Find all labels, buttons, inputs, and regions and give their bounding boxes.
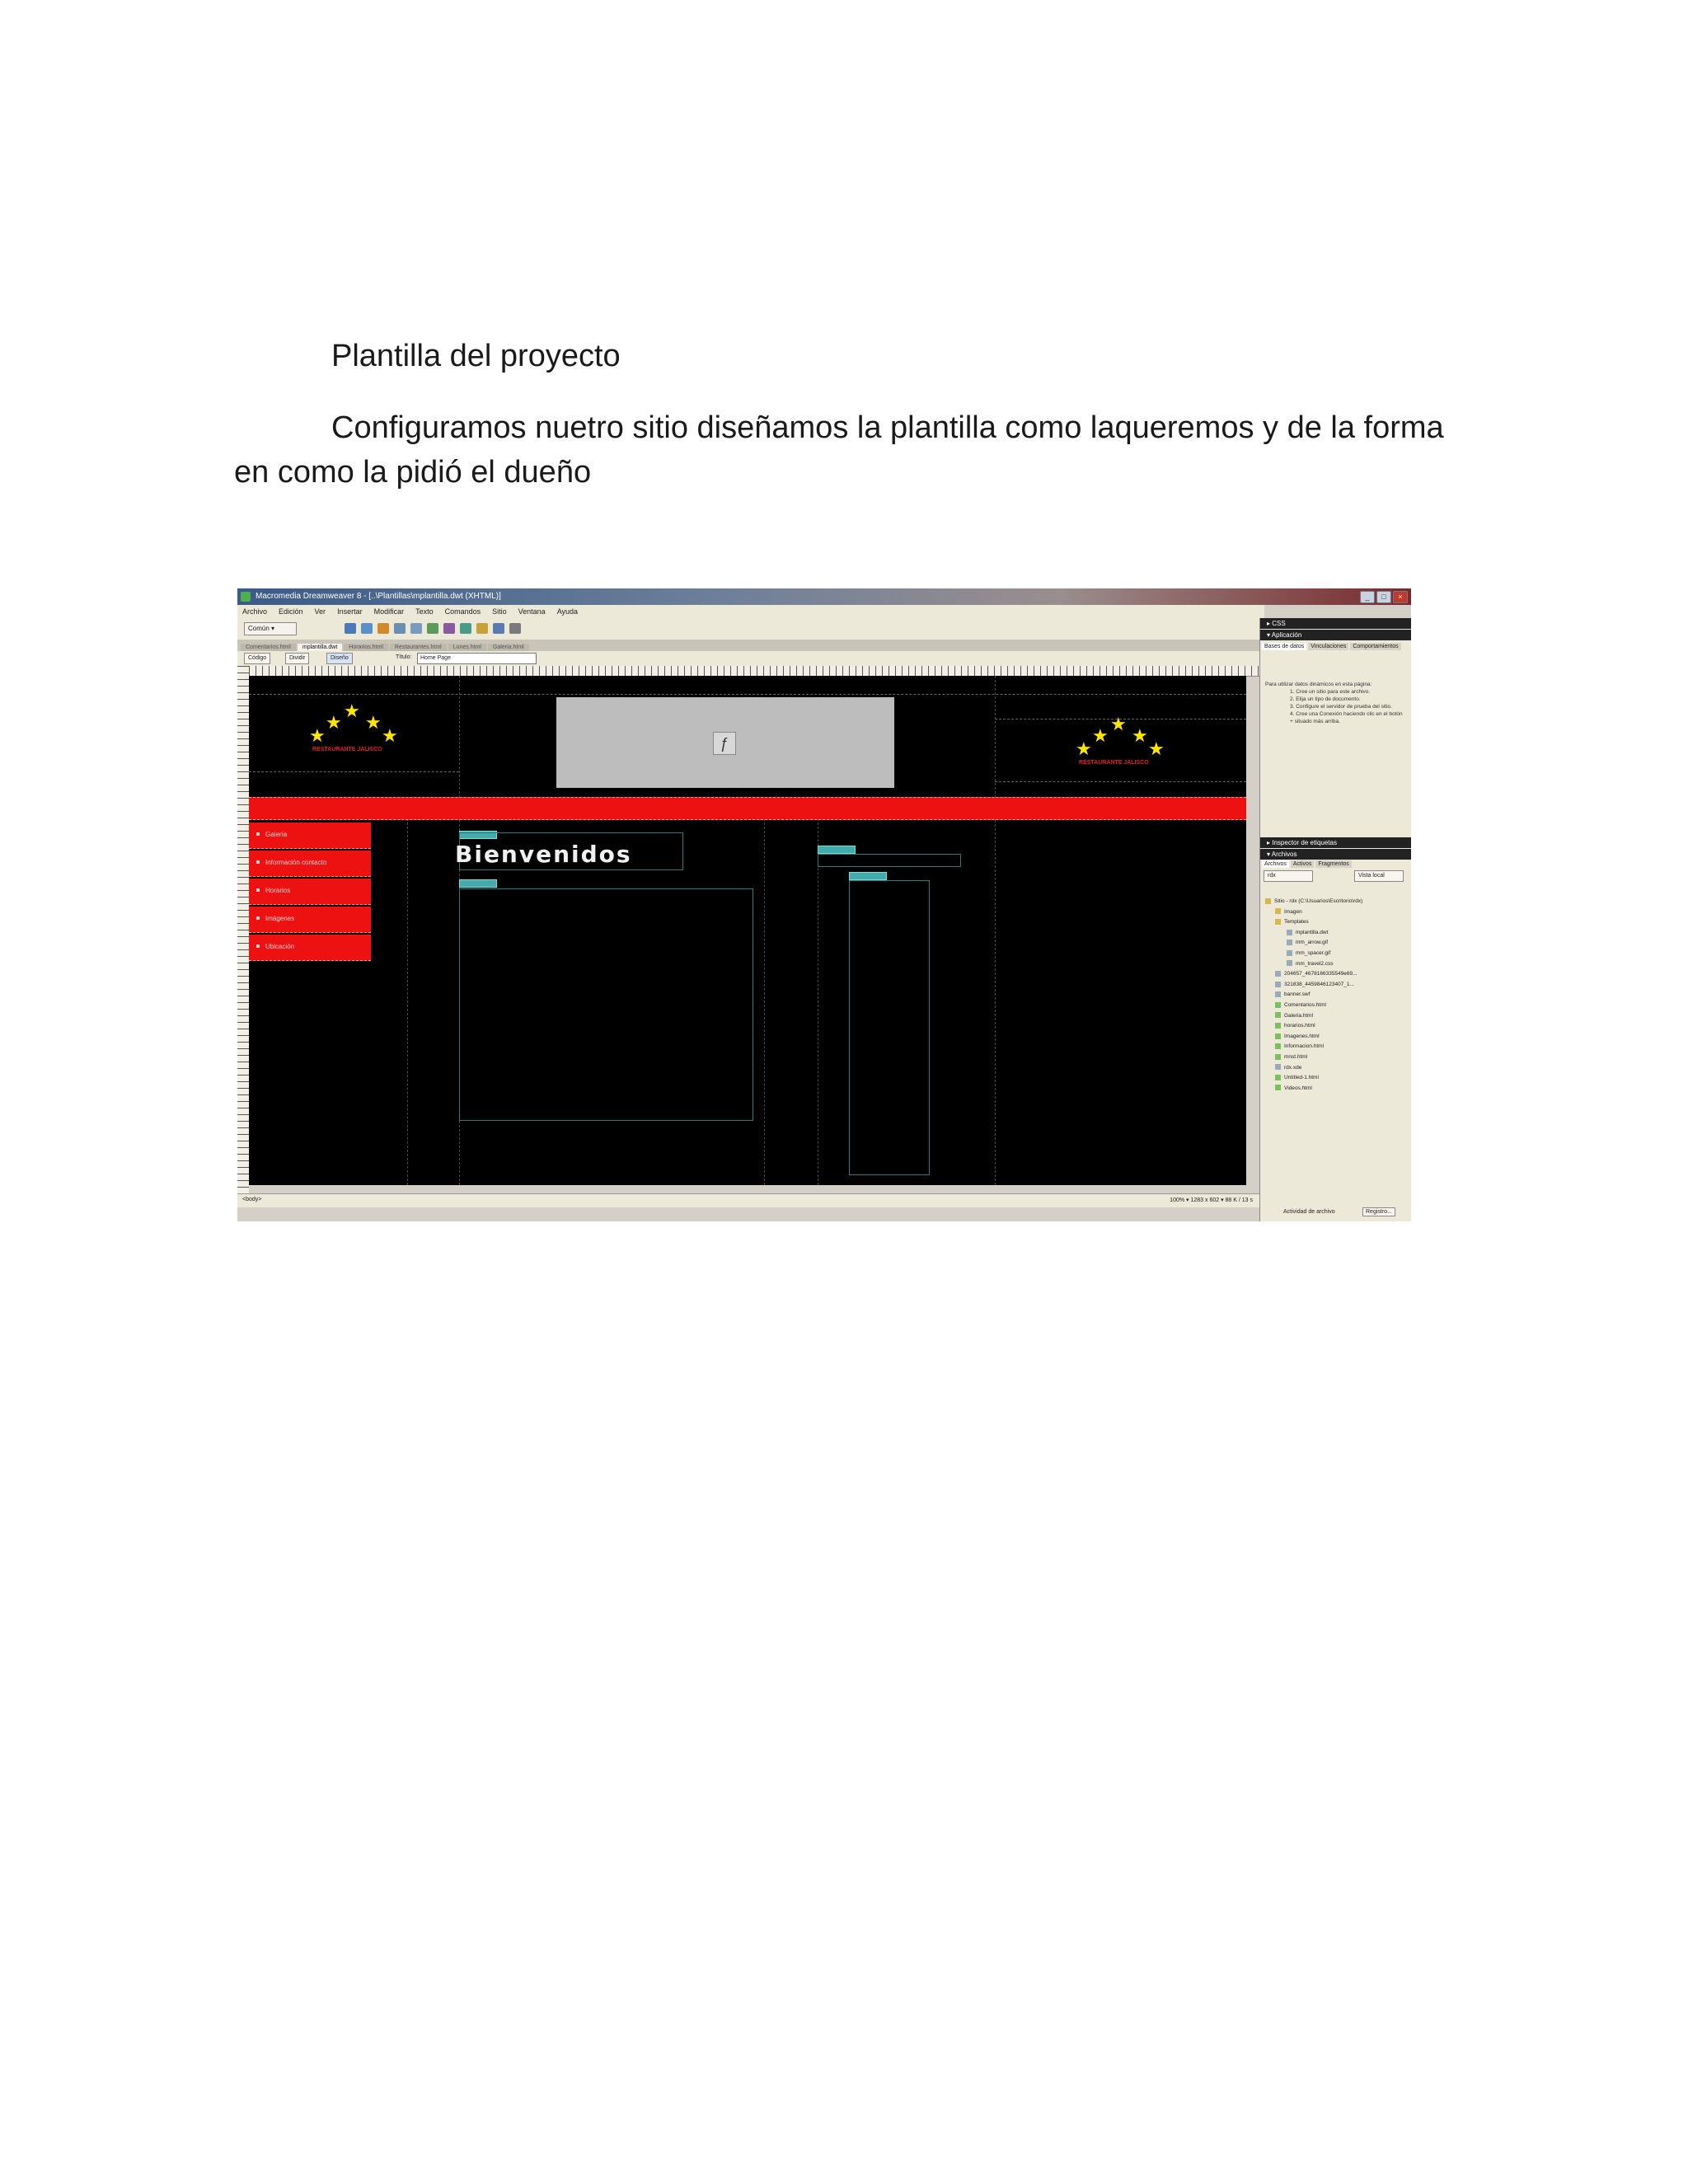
close-button[interactable]: × [1393,591,1408,603]
file-activity-label: Actividad de archivo [1283,1209,1335,1215]
document-paragraph: Configuramos nuetro sitio diseñamos la plantilla como laqueremos y de la forma en como la pidió el dueño [234,410,1444,490]
content-editable-region[interactable] [459,888,753,1121]
file-name: Videos.html [1284,1085,1312,1091]
file-tree-item[interactable] [1265,1001,1410,1011]
application-panel-header[interactable]: ▾ Aplicación [1260,630,1411,640]
file-name: mplantilla.dwt [1296,929,1329,935]
file-name: horarios.html [1284,1023,1315,1029]
minimize-button[interactable]: _ [1360,591,1375,603]
file-tree-item[interactable] [1265,938,1410,949]
email-link-icon[interactable] [361,623,373,634]
file-tree-item[interactable] [1265,980,1410,991]
window-size-readout: 100% ▾ 1283 x 602 ▾ 88 K / 13 s [1170,1197,1253,1203]
css-panel-title: CSS [1272,620,1286,627]
file-icon [1275,982,1281,987]
design-view-button[interactable]: Diseño [326,653,353,664]
html-file-icon [1275,1002,1281,1008]
tab-bases-de-datos[interactable]: Bases de datos [1262,643,1306,650]
file-icon [1287,950,1292,956]
menu-comandos[interactable]: Comandos [444,607,481,616]
file-name: Comentarios.html [1284,1001,1326,1008]
file-tree-item[interactable] [1265,1011,1410,1022]
window-titlebar [237,588,1411,605]
nav-item-ubicacion[interactable] [249,935,371,961]
logo-text-right: RESTAURANTE JALISCO [1079,760,1149,766]
logo-text-left: RESTAURANTE JALISCO [312,747,382,752]
files-tabs [1262,860,1352,868]
file-icon [1275,991,1281,997]
folder-icon [1265,898,1271,904]
date-icon[interactable] [460,623,471,634]
file-name: Sitio - rdx (C:\Usuarios\Escritorio\rdx) [1274,898,1363,904]
file-icon [1287,960,1292,966]
file-tree-item[interactable] [1265,907,1410,918]
files-panel-title: Archivos [1271,851,1297,858]
menu-modificar[interactable]: Modificar [373,607,405,616]
file-name: Imagenes.html [1284,1033,1320,1039]
welcome-heading: Bienvenidos [455,841,632,868]
table-icon[interactable] [394,623,406,634]
insert-toolbar [237,618,1259,640]
files-status-bar [1260,1207,1411,1220]
tag-selector[interactable]: <body> [242,1197,262,1202]
nav-label: Información contacto [265,859,327,866]
side-navigation [249,823,371,959]
dreamweaver-screenshot [237,588,1411,1221]
file-tree-item[interactable] [1265,1073,1410,1084]
nav-item-imagenes[interactable] [249,907,371,933]
nav-item-informacion[interactable] [249,851,371,877]
dreamweaver-app-icon [241,592,251,602]
html-file-icon [1275,1033,1281,1039]
html-file-icon [1275,1023,1281,1029]
file-tree-item[interactable] [1265,928,1410,939]
bullet-icon [256,944,260,948]
right-column-editable-region[interactable] [849,880,930,1175]
file-name: Informacion.html [1284,1043,1325,1050]
files-panel-header[interactable]: ▾ Archivos [1260,849,1411,860]
file-tree-item[interactable] [1265,897,1410,907]
tab-mplantilla[interactable]: mplantilla.dwt [298,644,342,651]
document-toolbar [237,651,1259,667]
document-heading: Plantilla del proyecto [331,339,621,373]
file-icon [1275,1064,1281,1070]
instruction-step: 4. Cree una Conexión haciendo clic en el botón + situado más arriba. [1290,711,1403,724]
file-tree-item[interactable] [1265,1032,1410,1043]
tab-comportamientos[interactable]: Comportamientos [1350,643,1400,650]
tag-inspector-title: Inspector de etiquetas [1272,839,1337,846]
file-tree-item[interactable] [1265,959,1410,970]
folder-icon [1275,919,1281,925]
file-tree-item[interactable] [1265,1042,1410,1052]
code-view-button[interactable]: Código [244,653,270,664]
document-tabs [237,640,1263,651]
menu-texto[interactable]: Texto [415,607,434,616]
nav-label: Ubicación [265,943,295,950]
menu-ayuda[interactable]: Ayuda [556,607,579,616]
file-tree-item[interactable] [1265,917,1410,928]
page-title-input[interactable]: Home Page [417,653,537,664]
menu-ventana[interactable]: Ventana [518,607,546,616]
file-tree-item[interactable] [1265,1063,1410,1074]
file-tree-item[interactable] [1265,1084,1410,1094]
tab-restaurantes[interactable]: Restaurantes.html [390,644,447,651]
menu-archivo[interactable]: Archivo [242,607,268,616]
nav-label: Imágenes [265,915,295,922]
css-panel-header[interactable]: ▸ CSS [1260,618,1411,629]
file-name: mm_arrow.gif [1296,940,1329,946]
folder-icon [1275,908,1281,914]
html-file-icon [1275,1075,1281,1080]
instructions-intro: Para utilizar datos dinámicos en esta página: [1265,682,1372,687]
bullet-icon [256,832,260,836]
file-name: mnst.html [1284,1053,1308,1060]
instruction-step: 1. Cree un sitio para este archivo. [1290,689,1371,695]
menu-bar [237,605,1264,618]
bullet-icon [256,888,260,892]
menu-insertar[interactable]: Insertar [337,607,363,616]
split-view-button[interactable]: Dividir [285,653,309,664]
file-name: Galeria.html [1284,1012,1314,1019]
title-label: Título: [396,654,412,660]
bullet-icon [256,916,260,920]
html-file-icon [1275,1054,1281,1060]
vertical-ruler [237,666,249,1193]
window-title: Macromedia Dreamweaver 8 - [..\Plantillas\mplantilla.dwt (XHTML)] [256,592,501,601]
database-instructions [1265,681,1407,725]
editable-region-tag[interactable] [849,872,887,880]
file-tree-item[interactable] [1265,1052,1410,1063]
status-bar [237,1193,1259,1207]
file-name: banner.swf [1284,991,1311,998]
file-icon [1287,940,1292,945]
file-tree-item[interactable] [1265,969,1410,980]
layer-icon[interactable] [410,623,422,634]
instruction-step: 3. Configure el servidor de prueba del sitio. [1290,704,1392,710]
tab-vinculaciones[interactable]: Vinculaciones [1308,643,1348,650]
red-banner-strip [249,797,1246,820]
file-name: Templates [1284,919,1309,926]
file-name: 321838_4459846123407_1... [1284,981,1354,987]
tab-lunes[interactable]: Lunes.html [448,644,486,651]
file-tree-item[interactable] [1265,1021,1410,1032]
view-select[interactable]: Vista local [1354,870,1404,882]
insert-category-select[interactable]: Común ▾ [244,622,297,635]
template-icon[interactable] [493,623,504,634]
file-name: 204657_4678166335549e69... [1284,971,1357,977]
nav-item-galeria[interactable] [249,823,371,849]
tab-comentarios[interactable]: Comentarios.html [241,644,296,651]
html-file-icon [1275,1012,1281,1018]
tag-inspector-header[interactable]: ▸ Inspector de etiquetas [1260,837,1411,848]
tab-activos[interactable]: Activos [1291,860,1315,868]
menu-edicion[interactable]: Edición [279,607,303,616]
editable-region-tag[interactable] [818,846,856,854]
tab-fragmentos[interactable]: Fragmentos [1315,860,1351,868]
file-icon [1275,971,1281,977]
restaurant-logo-left: ★ ★ ★ ★ ★ RESTAURANTE JALISCO [309,701,398,752]
insert-category-value: Común [248,625,270,632]
html-file-icon [1275,1085,1281,1090]
file-name: mm_spacer.gif [1296,949,1331,956]
file-name: mm_travel2.css [1296,960,1334,967]
nav-item-horarios[interactable] [249,879,371,905]
nav-label: Galería [265,831,288,838]
file-tree-item[interactable] [1265,990,1410,1001]
tab-archivos[interactable]: Archivos [1262,860,1289,868]
tab-galeria[interactable]: Galeria.html [488,644,529,651]
media-icon[interactable] [443,623,455,634]
restaurant-logo-right: ★ ★ ★ ★ ★ RESTAURANTE JALISCO [1076,714,1165,766]
files-toolbar [1264,870,1409,882]
instruction-step: 2. Elija un tipo de documento. [1290,696,1361,702]
file-tree-item[interactable] [1265,949,1410,959]
design-canvas[interactable] [249,676,1246,1185]
hyperlink-icon[interactable] [345,623,356,634]
registry-button[interactable]: Registro... [1362,1207,1395,1216]
comment-icon[interactable] [476,623,488,634]
tab-horarios[interactable]: Horarios.html [344,644,388,651]
tag-chooser-icon[interactable] [509,623,521,634]
maximize-button[interactable]: □ [1376,591,1391,603]
bullet-icon [256,860,260,864]
flash-icon: ƒ [713,732,736,755]
file-name: rdx.xde [1284,1064,1302,1071]
site-select[interactable]: rdx [1264,870,1313,882]
nav-label: Horarios [265,887,291,894]
right-panel-group [1259,618,1411,1221]
file-icon [1287,930,1292,935]
file-name: Untitled-1.html [1284,1075,1319,1081]
file-name: Imagen [1284,908,1302,915]
image-icon[interactable] [427,623,438,634]
anchor-icon[interactable] [377,623,389,634]
site-file-tree [1265,897,1410,1094]
menu-sitio[interactable]: Sitio [492,607,507,616]
menu-ver[interactable]: Ver [314,607,326,616]
application-panel-title: Aplicación [1271,631,1302,639]
application-tabs [1262,643,1401,650]
flash-banner-placeholder[interactable] [556,697,894,788]
right-editable-region[interactable] [818,854,961,867]
html-file-icon [1275,1043,1281,1049]
editable-region-tag[interactable] [459,879,497,888]
